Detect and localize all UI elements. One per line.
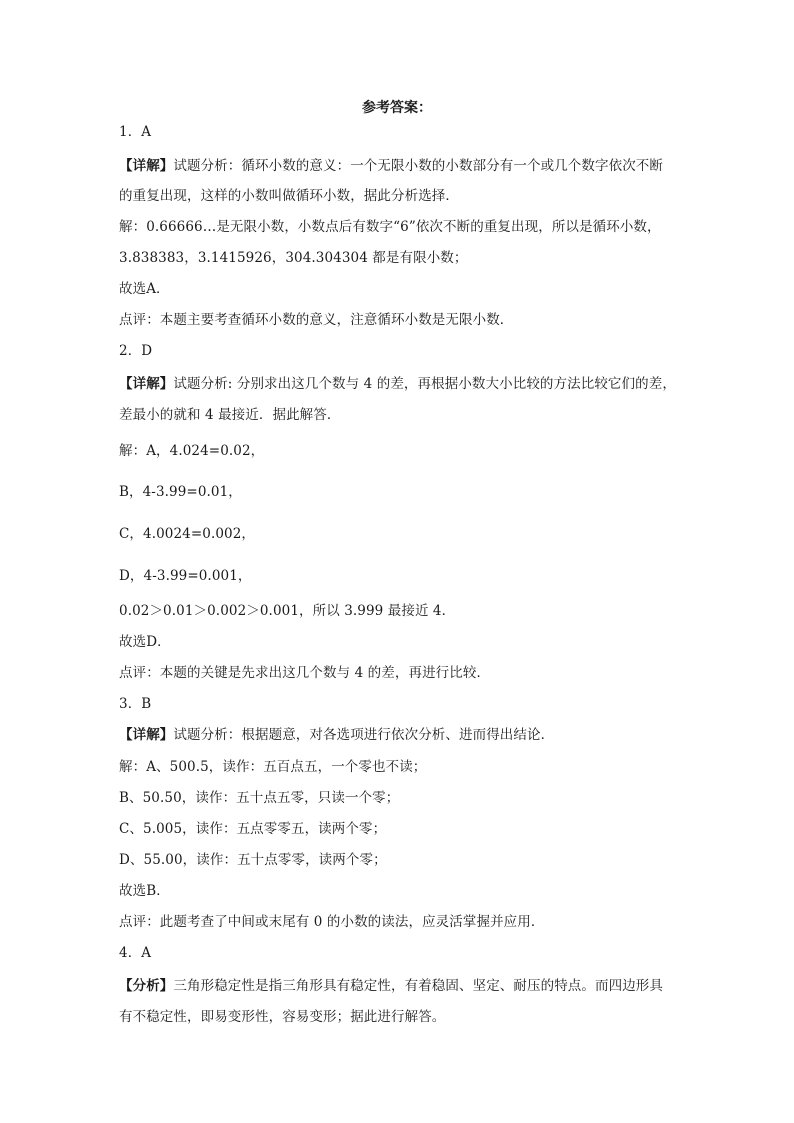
page-title: 参考答案：	[362, 100, 432, 116]
q3-number: 3．B	[119, 696, 152, 712]
q3-solution-c: C、5.005，读作：五点零零五，读两个零；	[119, 821, 387, 837]
q1-comment: 点评：本题主要考查循环小数的意义，注意循环小数是无限小数．	[119, 312, 514, 328]
q3-analysis-text: 试题分析：根据题意，对各选项进行依次分析、进而得出结论．	[173, 727, 555, 743]
q3-solution-d: D、55.00，读作：五十点零零，读两个零；	[119, 852, 387, 868]
q3-solution-b: B、50.50，读作：五十点五零，只读一个零；	[119, 790, 400, 806]
q2-solution-a: 解：A，4.024=0.02，	[119, 443, 265, 459]
q4-analysis-line-1	[119, 976, 679, 996]
q1-solution-line-1: 解：0.66666…是无限小数，小数点后有数字“6”依次不断的重复出现，所以是循环小数，	[119, 219, 661, 235]
q3-solution-a: 解：A、500.5，读作：五百点五，一个零也不读；	[119, 759, 427, 775]
q1-analysis-text: 试题分析：循环小数的意义：一个无限小数的小数部分有一个或几个数字依次不断	[173, 158, 664, 174]
q3-choice: 故选B．	[119, 883, 170, 899]
q1-choice: 故选A．	[119, 281, 170, 297]
q1-analysis-line-2: 的重复出现，这样的小数叫做循环小数，据此分析选择．	[119, 188, 459, 204]
q2-analysis-text: 试题分析: 分别求出这几个数与 4 的差，再根据小数大小比较的方法比较它们的差，	[173, 376, 676, 392]
q3-analysis-line	[119, 725, 679, 745]
q1-analysis-line-1	[119, 156, 679, 176]
q4-analysis-text: 三角形稳定性是指三角形具有稳定性，有着稳固、坚定、耐压的特点。而四边形具	[173, 978, 664, 994]
q3-comment: 点评：此题考查了中间或末尾有 0 的小数的读法，应灵活掌握并应用．	[119, 914, 545, 930]
q2-analysis-line-2: 差最小的就和 4 最接近．据此解答．	[119, 407, 341, 423]
q2-number: 2．D	[119, 343, 153, 359]
q2-comparison: 0.02＞0.01＞0.002＞0.001，所以 3.999 最接近 4．	[119, 603, 456, 619]
q2-solution-b: B，4-3.99=0.01，	[119, 484, 242, 500]
q4-analysis-line-2: 有不稳定性，即易变形性，容易变形；据此进行解答。	[119, 1009, 446, 1025]
q4-number: 4．A	[119, 945, 152, 961]
q2-solution-d: D，4-3.99=0.001，	[119, 568, 252, 584]
q1-tag: 【详解】	[119, 158, 174, 174]
q4-tag: 【分析】	[119, 978, 174, 994]
q2-comment: 点评：本题的关键是先求出这几个数与 4 的差，再进行比较．	[119, 665, 491, 681]
q2-solution-c: C，4.0024=0.002，	[119, 526, 256, 542]
q2-tag: 【详解】	[119, 376, 174, 392]
q2-analysis-line-1	[119, 374, 679, 394]
q3-tag: 【详解】	[119, 727, 174, 743]
q1-solution-line-2: 3.838383，3.1415926，304.304304 都是有限小数；	[119, 250, 468, 266]
q1-number: 1．A	[119, 124, 152, 140]
q2-choice: 故选D．	[119, 634, 171, 650]
